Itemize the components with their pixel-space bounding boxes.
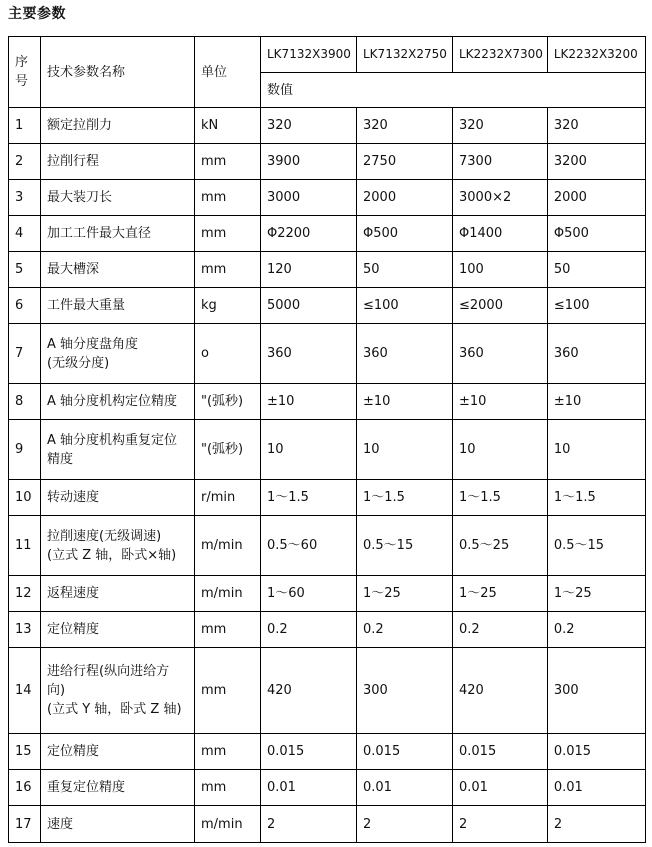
table-row: [9, 144, 646, 180]
table-row: [9, 576, 646, 612]
row-value: 0.2: [357, 612, 453, 648]
row-value: 0.01: [357, 770, 453, 806]
row-value: 0.2: [547, 612, 645, 648]
row-unit: m/min: [195, 806, 261, 843]
row-seq: 3: [9, 180, 41, 216]
table-row: [9, 480, 646, 516]
row-seq: 6: [9, 288, 41, 324]
row-value: 0.5～60: [261, 516, 357, 576]
row-value: 10: [547, 420, 645, 480]
row-unit: mm: [195, 252, 261, 288]
row-value: 1～25: [453, 576, 548, 612]
row-name: A 轴分度机构定位精度: [41, 384, 195, 420]
row-name: 拉削速度(无级调速) (立式 Z 轴，卧式×轴): [41, 516, 195, 576]
table-row: [9, 612, 646, 648]
row-name: 额定拉削力: [41, 108, 195, 144]
table-row: [9, 516, 646, 576]
row-name: A 轴分度机构重复定位 精度: [41, 420, 195, 480]
header-model: LK7132X2750: [357, 37, 453, 73]
row-name: 重复定位精度: [41, 770, 195, 806]
row-value: ≤2000: [453, 288, 548, 324]
row-value: 0.01: [547, 770, 645, 806]
row-unit: mm: [195, 144, 261, 180]
header-model: LK2232X3200: [547, 37, 645, 73]
row-value: 2: [357, 806, 453, 843]
row-seq: 15: [9, 734, 41, 770]
row-seq: 14: [9, 648, 41, 734]
row-value: 2: [453, 806, 548, 843]
row-value: 320: [453, 108, 548, 144]
row-seq: 12: [9, 576, 41, 612]
table-row: [9, 252, 646, 288]
row-name: 加工工件最大直径: [41, 216, 195, 252]
row-value: 1～25: [547, 576, 645, 612]
row-value: 2: [261, 806, 357, 843]
row-seq: 11: [9, 516, 41, 576]
row-unit: o: [195, 324, 261, 384]
header-name: 技术参数名称: [41, 37, 195, 108]
row-unit: mm: [195, 770, 261, 806]
row-seq: 13: [9, 612, 41, 648]
row-seq: 7: [9, 324, 41, 384]
row-unit: m/min: [195, 576, 261, 612]
row-value: 0.015: [547, 734, 645, 770]
row-name: 定位精度: [41, 612, 195, 648]
row-value: Φ500: [547, 216, 645, 252]
row-unit: "(弧秒): [195, 420, 261, 480]
row-value: 2000: [357, 180, 453, 216]
row-unit: mm: [195, 612, 261, 648]
row-value: 0.5～15: [357, 516, 453, 576]
row-unit: kN: [195, 108, 261, 144]
row-value: ≤100: [547, 288, 645, 324]
header-row: [9, 37, 646, 73]
table-row: [9, 180, 646, 216]
row-value: 2750: [357, 144, 453, 180]
row-unit: kg: [195, 288, 261, 324]
row-value: 0.015: [357, 734, 453, 770]
row-value: ±10: [547, 384, 645, 420]
row-seq: 10: [9, 480, 41, 516]
row-value: 420: [261, 648, 357, 734]
table-row: [9, 384, 646, 420]
row-name: 返程速度: [41, 576, 195, 612]
row-value: 10: [357, 420, 453, 480]
table-row: [9, 648, 646, 734]
row-value: 2000: [547, 180, 645, 216]
row-value: Φ500: [357, 216, 453, 252]
page-title: 主要参数: [8, 6, 66, 22]
row-unit: mm: [195, 648, 261, 734]
row-name: 定位精度: [41, 734, 195, 770]
header-unit: 单位: [195, 37, 261, 108]
row-value: 10: [261, 420, 357, 480]
row-value: 100: [453, 252, 548, 288]
row-value: 320: [261, 108, 357, 144]
row-seq: 5: [9, 252, 41, 288]
row-value: 120: [261, 252, 357, 288]
row-value: Φ2200: [261, 216, 357, 252]
table-row: [9, 420, 646, 480]
row-value: 320: [547, 108, 645, 144]
row-value: 1～1.5: [261, 480, 357, 516]
row-value: 3900: [261, 144, 357, 180]
row-value: 2: [547, 806, 645, 843]
row-value: 300: [547, 648, 645, 734]
row-value: 320: [357, 108, 453, 144]
row-value: 0.015: [453, 734, 548, 770]
row-value: 0.5～25: [453, 516, 548, 576]
row-value: 50: [547, 252, 645, 288]
table-row: [9, 288, 646, 324]
row-value: Φ1400: [453, 216, 548, 252]
row-value: 1～1.5: [453, 480, 548, 516]
header-value-label: 数值: [261, 73, 646, 108]
row-unit: mm: [195, 216, 261, 252]
row-value: 0.01: [453, 770, 548, 806]
row-value: 0.2: [453, 612, 548, 648]
row-value: 3000: [261, 180, 357, 216]
row-name: A 轴分度盘角度 (无级分度): [41, 324, 195, 384]
row-value: 360: [261, 324, 357, 384]
row-value: 360: [453, 324, 548, 384]
row-value: 1～60: [261, 576, 357, 612]
row-value: ±10: [357, 384, 453, 420]
row-value: 10: [453, 420, 548, 480]
row-name: 最大装刀长: [41, 180, 195, 216]
row-seq: 16: [9, 770, 41, 806]
row-value: ≤100: [357, 288, 453, 324]
table-row: [9, 216, 646, 252]
row-value: 360: [547, 324, 645, 384]
row-name: 进给行程(纵向进给方 向) (立式 Y 轴，卧式 Z 轴): [41, 648, 195, 734]
row-unit: m/min: [195, 516, 261, 576]
row-value: 300: [357, 648, 453, 734]
row-value: 0.01: [261, 770, 357, 806]
row-value: 0.2: [261, 612, 357, 648]
row-value: 420: [453, 648, 548, 734]
row-value: 360: [357, 324, 453, 384]
table-row: [9, 806, 646, 843]
row-name: 拉削行程: [41, 144, 195, 180]
row-value: 0.5～15: [547, 516, 645, 576]
row-value: ±10: [261, 384, 357, 420]
row-name: 工件最大重量: [41, 288, 195, 324]
row-name: 最大槽深: [41, 252, 195, 288]
row-seq: 1: [9, 108, 41, 144]
row-value: 0.015: [261, 734, 357, 770]
row-value: ±10: [453, 384, 548, 420]
row-unit: mm: [195, 734, 261, 770]
row-seq: 17: [9, 806, 41, 843]
row-seq: 2: [9, 144, 41, 180]
row-name: 速度: [41, 806, 195, 843]
row-value: 5000: [261, 288, 357, 324]
row-value: 1～1.5: [547, 480, 645, 516]
row-value: 50: [357, 252, 453, 288]
row-name: 转动速度: [41, 480, 195, 516]
header-seq: 序 号: [9, 37, 41, 108]
row-seq: 4: [9, 216, 41, 252]
row-unit: r/min: [195, 480, 261, 516]
table-row: [9, 734, 646, 770]
row-value: 7300: [453, 144, 548, 180]
header-model: LK7132X3900: [261, 37, 357, 73]
table-row: [9, 108, 646, 144]
table-row: [9, 324, 646, 384]
row-value: 1～1.5: [357, 480, 453, 516]
parameters-table: [8, 36, 646, 843]
row-seq: 8: [9, 384, 41, 420]
row-unit: mm: [195, 180, 261, 216]
table-row: [9, 770, 646, 806]
row-unit: "(弧秒): [195, 384, 261, 420]
row-value: 3200: [547, 144, 645, 180]
row-value: 3000×2: [453, 180, 548, 216]
row-seq: 9: [9, 420, 41, 480]
header-model: LK2232X7300: [453, 37, 548, 73]
row-value: 1～25: [357, 576, 453, 612]
